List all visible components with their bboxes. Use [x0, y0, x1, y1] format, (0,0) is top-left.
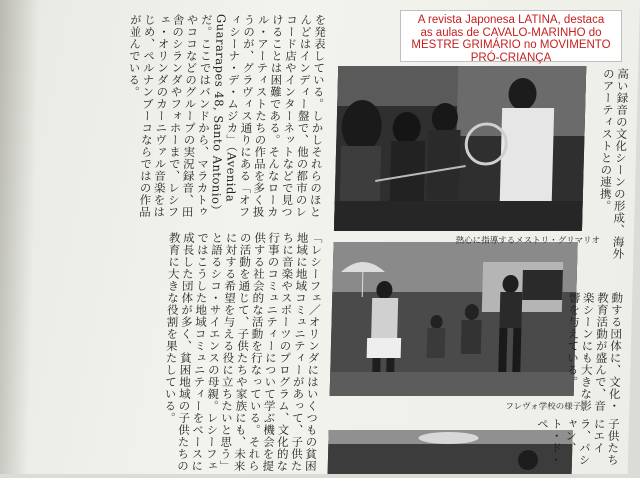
article-column-left-bottom: 「レシーフェ／オリンダにはいくつもの貧困地域に地域コミュニティーがあって、子供たちに音楽やスポーツのプログラム、文化的な行事のコミュニティーについて学ぶ機会を提供する社会的な活動を行なっている。それらの活動を通じて、子供たちや家族にも、未来に対する希望を与える役に立ちたいと思う」と語るシコ・サイエンスの母親。レシーフェではこうした地域コミュニティーをベースに成長した団体が多く、貧困地域の子供たちの教育に大きな役割を果たしている。: [162, 232, 324, 472]
article-column-right-middle: 動する団体に、文化・教育活動が盛んで、音楽シーンにも大きな影響を与えている。: [565, 292, 625, 412]
photo-capoeira-class: [334, 66, 586, 231]
note-line-3: MESTRE GRIMÁRIO no MOVIMENTO: [411, 39, 611, 52]
article-column-left-top: を発表している。しかしそれらのほとんどはインディー盤で、他の都市のレコード店やインターネットなどで見つけることは困難である。そんなローカル・アーティストたちの作品を多く扱うのが、グラヴィス通りにある「オフィシーナ・デ・ムジカ」（Avenida Guararapes 48, Santo Antonio）だ。ここではバンドから、マラカトゥやココなどのグループの実況録音、田舎のシランダやフォホーまで、レシフェ・オリンダのカーニヴァル音楽をはじめ、ペルナンブーコならではの作品が並んでいる。: [126, 14, 328, 218]
note-line-2: as aulas de CAVALO-MARINHO do: [420, 26, 602, 39]
photo-capoeira-class-image: [334, 66, 586, 231]
article-column-right-bottom: 子供たちにエイラ、パシャン、ト・ド・ペ: [535, 418, 622, 466]
photo-bottom: [328, 430, 573, 474]
note-line-4: PRÓ-CRIANÇA: [470, 51, 552, 64]
annotation-note: [400, 10, 622, 62]
photo-frevo-school-image: [330, 242, 578, 396]
article-column-right-top: 高い録音の文化シーンの形成、海外のアーティストとの連携。: [598, 68, 631, 260]
photo-caption-2: フレヴォ学校の様子: [505, 402, 582, 412]
photo-frevo-school: [330, 242, 578, 396]
photo-caption-1: 熱心に指導するメストリ・グリマリオ: [455, 236, 601, 246]
photo-bottom-image: [328, 430, 573, 474]
note-line-1: A revista Japonesa LATINA, destaca: [417, 14, 605, 26]
